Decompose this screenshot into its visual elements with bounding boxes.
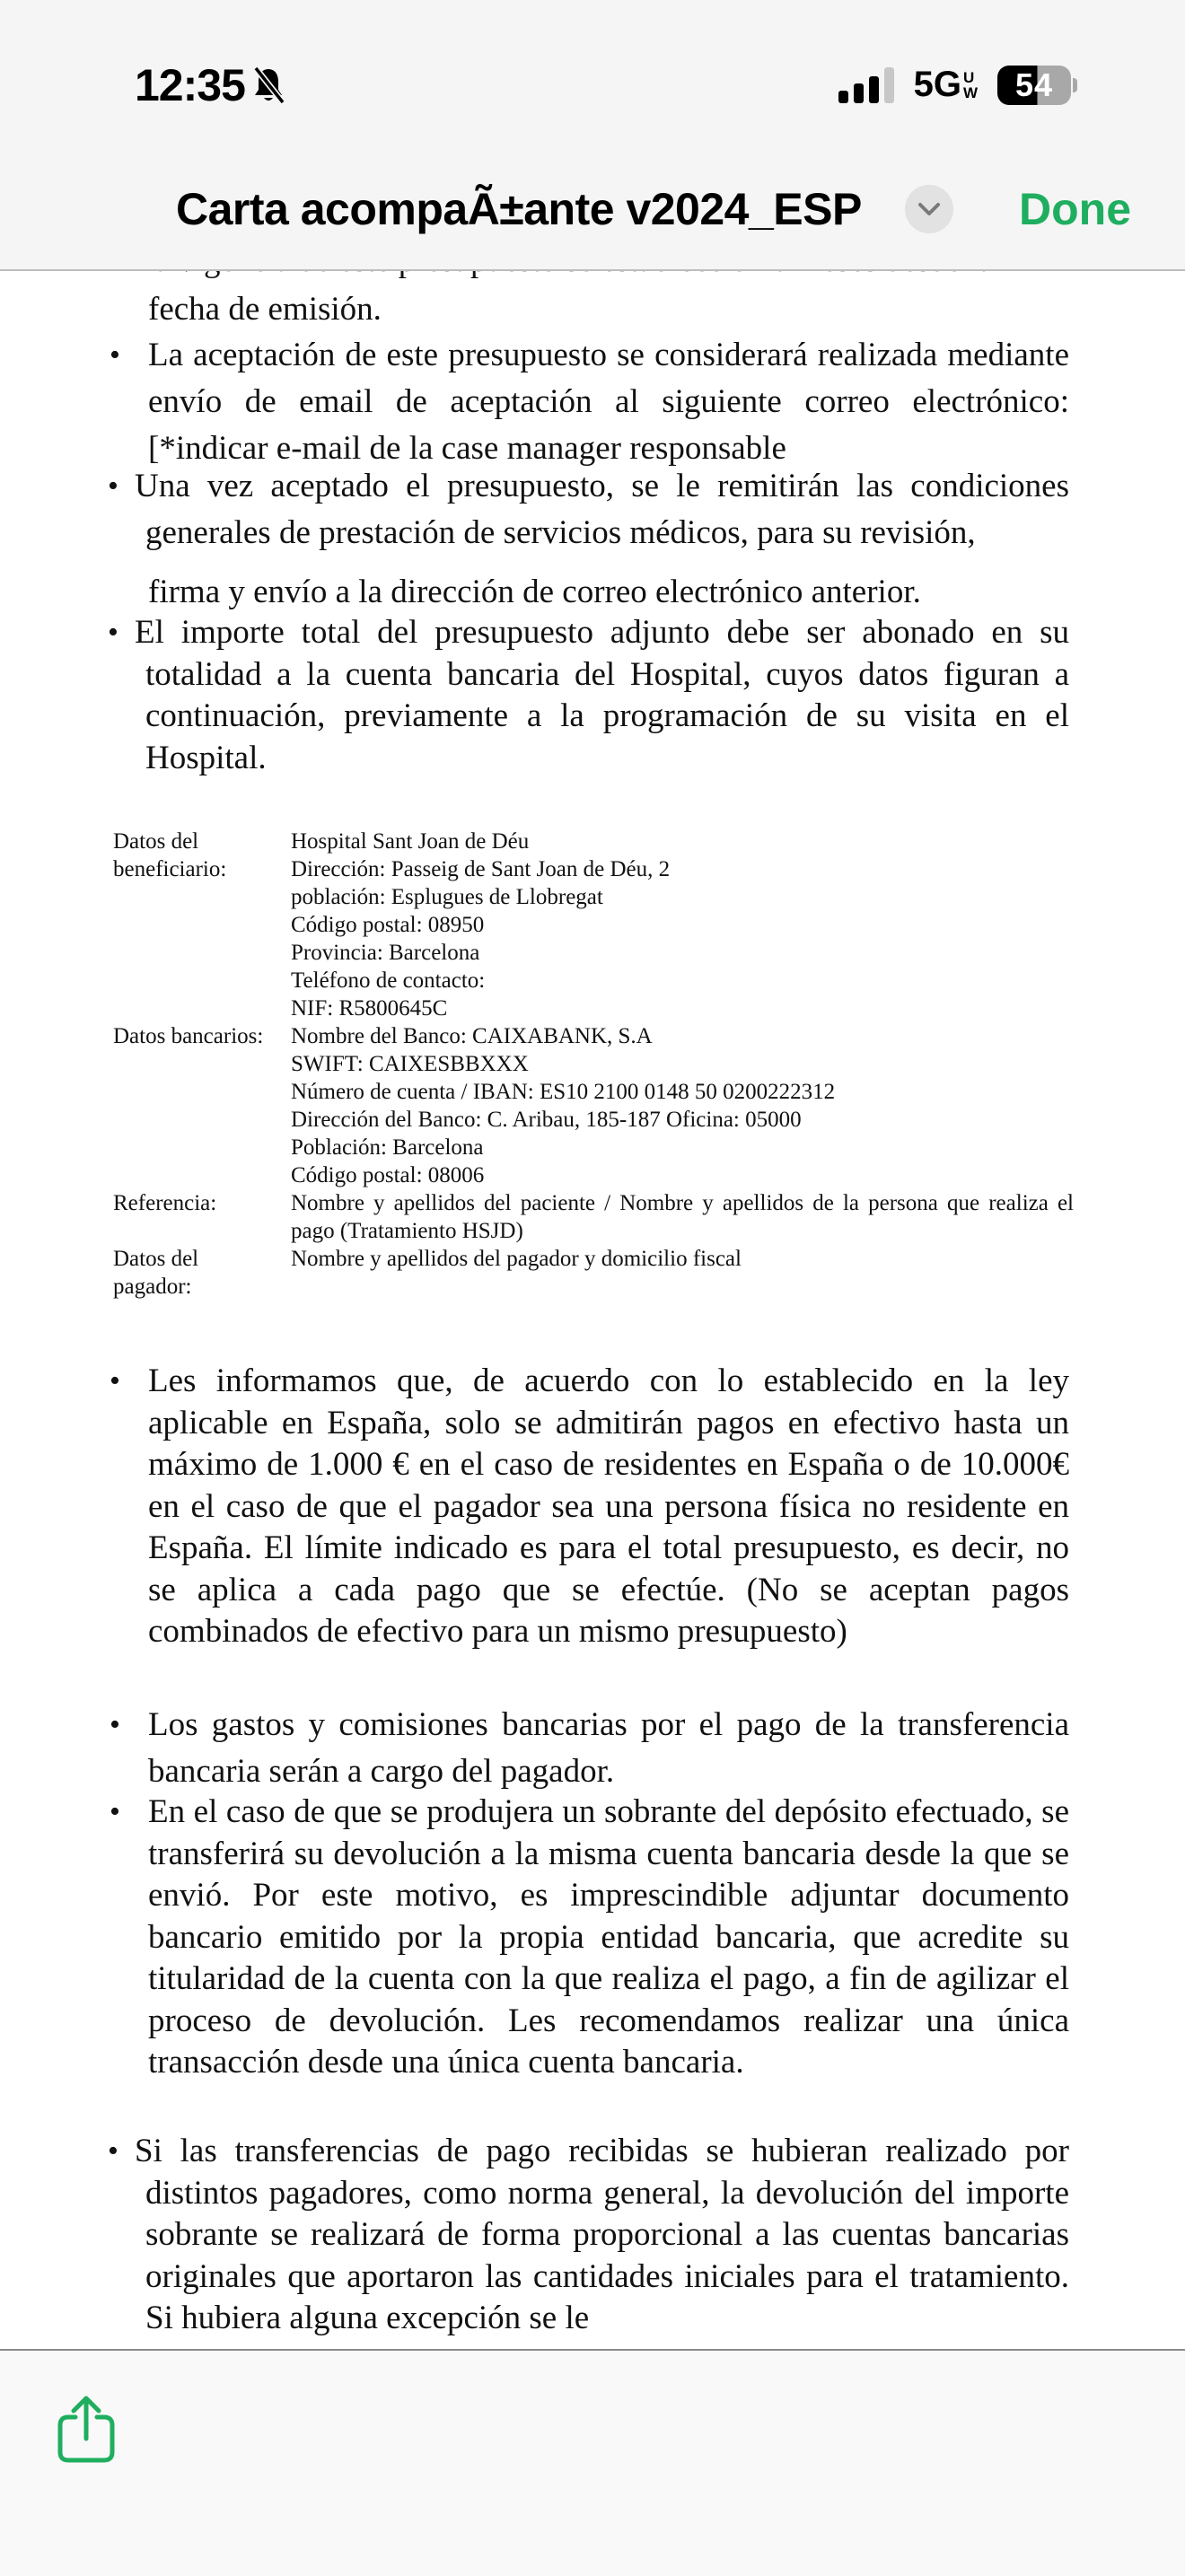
battery-icon (997, 66, 1077, 105)
share-icon[interactable] (57, 2396, 115, 2464)
note-text: Los gastos y comisiones bancarias por el pago de la transferencia bancaria serán a cargo del pagador. (148, 1706, 1069, 1790)
beneficiary-name: Hospital Sant Joan de Déu (291, 829, 530, 854)
cellular-signal-icon (838, 67, 894, 103)
note-text: En el caso de que se produjera un sobrante del depósito efectuado, se transferirá su devolución a la misma cuenta bancaria desde la que se envió. Por este motivo, es imprescindible adjuntar documento bancario emitido por la propia entidad bancaria, que acredite su titularidad de la cuenta con la que realiza el pago, a fin de agilizar el proceso de devolución. Les recomendamos realizar una única transacción desde una única cuenta bancaria. (148, 1793, 1069, 2081)
bullet: • (110, 1795, 120, 1828)
bank-address: Dirección del Banco: C. Aribau, 185-187 Oficina: 05000 (291, 1108, 802, 1132)
row-label: Referencia: (113, 1191, 217, 1215)
paragraph-text: Una vez aceptado el presupuesto, se le remitirán las condiciones generales de prestación de servicios médicos, para su revisión, (135, 468, 1069, 551)
note-multiple-payers: • Si las transferencias de pago recibidas se hubieran realizado por distintos pagadores, como norma general, la devolución del importe sobrante se realizará de forma proporcional a las cuentas bancarias originales que aportaron las cantidades iniciales para el tratamiento. Si hubiera alguna excepción se le (108, 2133, 1069, 2336)
paragraph-text: firma y envío a la dirección de correo electrónico anterior. (148, 574, 921, 610)
network-type (914, 65, 978, 105)
network-label: 5G (913, 65, 961, 104)
battery-level: 54 (997, 66, 1071, 105)
battery-nub (1073, 78, 1077, 92)
note-text: Si las transferencias de pago recibidas se hubieran realizado por distintos pagadores, como norma general, la devolución del importe sobrante se realizará de forma proporcional a las cuentas bancarias originales que aportaron las cantidades iniciales para el tratamiento. Si hubiera alguna excepción se le (135, 2133, 1069, 2336)
status-indicators (838, 65, 1077, 105)
paragraph-conditions: • Una vez aceptado el presupuesto, se le remitirán las condiciones generales de prestación de servicios médicos, para su revisión, (108, 468, 1069, 551)
payer-text: Nombre y apellidos del pagador y domicilio fiscal (291, 1247, 742, 1271)
network-suffix (963, 70, 978, 101)
network-suffix-bottom: W (962, 83, 978, 101)
beneficiary-phone: Teléfono de contacto: (291, 968, 486, 993)
row-values (291, 1245, 1074, 1301)
bullet: • (110, 1364, 120, 1398)
row-label: Datos del pagador: (113, 1247, 199, 1299)
time-text: 12:35 (135, 60, 245, 110)
row-values (291, 828, 1074, 1022)
bank-row (113, 1022, 1074, 1189)
navigation-header (0, 0, 1185, 271)
network-suffix-top: U (962, 68, 975, 86)
row-label: Datos del beneficiario: (113, 829, 227, 881)
note-cash-limit (110, 1361, 1069, 1653)
chevron-down-icon (917, 202, 941, 216)
beneficiary-address: Dirección: Passeig de Sant Joan de Déu, 2 (291, 857, 671, 881)
row-values (291, 1022, 1074, 1189)
paragraph-text: fecha de emisión. (148, 291, 382, 328)
bank-iban: Número de cuenta / IBAN: ES10 2100 0148 50 0200222312 (291, 1080, 836, 1104)
paragraph-total-amount: • El importe total del presupuesto adjunto debe ser abonado en su totalidad a la cuenta bancaria del Hospital, cuyos datos figuran a continuación, previamente a la programación de su visita en el Hospital. (108, 614, 1069, 776)
bullet: • (110, 338, 120, 372)
note-bank-fees (110, 1702, 1069, 1795)
beneficiary-row (113, 828, 1074, 1022)
beneficiary-town: población: Esplugues de Llobregat (291, 885, 603, 909)
paragraph-text: La aceptación de este presupuesto se considerará realizada mediante envío de email de aceptación al siguiente correo electrónico: [*indicar e-mail de la case manager responsable (148, 337, 1069, 467)
payment-details-table (113, 828, 1074, 1301)
note-refund (110, 1792, 1069, 2084)
bank-swift: SWIFT: CAIXESBBXXX (291, 1052, 529, 1076)
bell-slash-icon (250, 66, 286, 105)
beneficiary-province: Provincia: Barcelona (291, 941, 480, 965)
beneficiary-postal-code: Código postal: 08950 (291, 913, 485, 937)
bank-name: Nombre del Banco: CAIXABANK, S.A (291, 1024, 653, 1048)
document-title[interactable]: Carta acompaÃ±ante v2024_ESP (176, 184, 862, 234)
bullet: • (110, 1708, 120, 1741)
status-clock (135, 59, 286, 111)
note-text: Les informamos que, de acuerdo con lo establecido en la ley aplicable en España, solo se admitirán pagos en efectivo hasta un máximo de 1.000 € en el caso de residentes en España o de 10.000€ en el caso de que el pagador sea una persona física no residente en España. El límite indicado es para el total presupuesto, es decir, no se aplica a cada pago que se efectúe. (No se aceptan pagos combinados de efectivo para un mismo presupuesto) (148, 1362, 1069, 1650)
row-values (291, 1189, 1074, 1245)
beneficiary-nif: NIF: R5800645C (291, 996, 448, 1021)
done-button[interactable]: Done (1019, 184, 1131, 234)
reference-row (113, 1189, 1074, 1245)
payer-row (113, 1245, 1074, 1301)
title-menu-button[interactable] (905, 185, 953, 233)
paragraph-acceptance (110, 332, 1069, 472)
reference-text: Nombre y apellidos del paciente / Nombre y apellidos de la persona que realiza el pago (Tratamiento HSJD) (291, 1191, 1074, 1243)
row-label: Datos bancarios: (113, 1024, 264, 1048)
bank-postal-code: Código postal: 08006 (291, 1163, 485, 1187)
paragraph-text: El importe total del presupuesto adjunto debe ser abonado en su totalidad a la cuenta bancaria del Hospital, cuyos datos figuran a continuación, previamente a la programación de su visita en el Hospital. (135, 614, 1069, 776)
paragraph-signature (148, 572, 1069, 614)
bank-town: Población: Barcelona (291, 1135, 484, 1160)
bottom-toolbar (0, 2349, 1185, 2576)
paragraph-validity-end (148, 289, 1069, 331)
title-row (0, 176, 1185, 239)
